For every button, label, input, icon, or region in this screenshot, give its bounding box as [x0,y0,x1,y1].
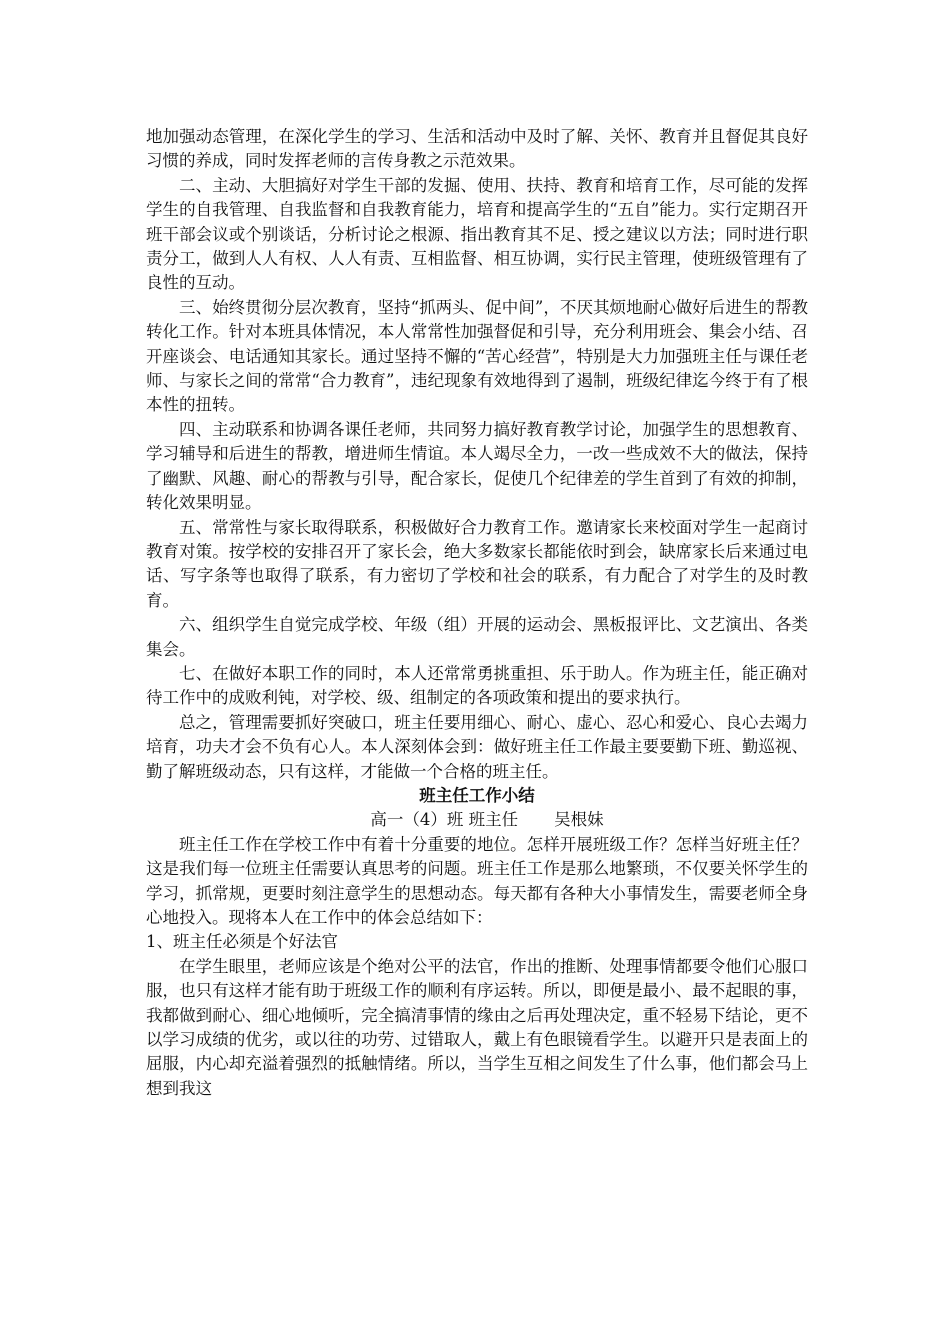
paragraph-summary: 总之，管理需要抓好突破口，班主任要用细心、耐心、虚心、忍心和爱心、良心去竭力培育，功夫才会不负有心人。本人深刻体会到：做好班主任工作最主要要勤下班、勤巡视、勤了解班级动态，只有这样，才能做一个合格的班主任。 [146,712,808,781]
paragraph-item-2: 二、主动、大胆搞好对学生干部的发掘、使用、扶持、教育和培育工作，尽可能的发挥学生的自我管理、自我监督和自我教育能力，培育和提高学生的“五自”能力。实行定期召开班干部会议或个别谈话，分析讨论之根源、指出教育其不足、授之建议以方法；同时进行职责分工，做到人人有权、人人有责、互相监督、相互协调，实行民主管理，使班级管理有了良性的互动。 [146,175,808,293]
paragraph-item-6: 六、组织学生自觉完成学校、年级（组）开展的运动会、黑板报评比、文艺演出、各类集会。 [146,615,808,659]
paragraph-item-5: 五、常常性与家长取得联系，积极做好合力教育工作。邀请家长来校面对学生一起商讨教育对策。按学校的安排召开了家长会，绝大多数家长都能依时到会，缺席家长后来通过电话、写字条等也取得了联系，有力密切了学校和社会的联系，有力配合了对学生的及时教育。 [146,517,808,610]
author-byline [146,808,808,832]
subheading-1: 1、班主任必须是个好法官 [146,932,338,952]
document-page [146,125,808,1101]
paragraph-continued: 地加强动态管理，在深化学生的学习、生活和活动中及时了解、关怀、教育并且督促其良好习惯的养成，同时发挥老师的言传身教之示范效果。 [146,127,808,171]
intro-paragraph: 班主任工作在学校工作中有着十分重要的地位。怎样开展班级工作？怎样当好班主任？这是我们每一位班主任需要认真思考的问题。班主任工作是那么地繁琐，不仅要关怀学生的学习，抓常规，更要时刻注意学生的思想动态。每天都有各种大小事情发生，需要老师全身心地投入。现将本人在工作中的体会总结如下： [146,834,808,927]
paragraph-item-3: 三、始终贯彻分层次教育，坚持“抓两头、促中间”，不厌其烦地耐心做好后进生的帮教转化工作。针对本班具体情况，本人常常性加强督促和引导，充分利用班会、集会小结、召开座谈会、电话通知其家长。通过坚持不懈的“苦心经营”，特别是大力加强班主任与课任老师、与家长之间的常常“合力教育”，违纪现象有效地得到了遏制，班级纪律迄今终于有了根本性的扭转。 [146,297,808,415]
byline-class: 高一（4）班 班主任 [370,810,519,830]
section-title: 班主任工作小结 [419,785,535,805]
byline-name: 吴根妹 [554,810,604,830]
paragraph-item-7: 七、在做好本职工作的同时，本人还常常勇挑重担、乐于助人。作为班主任，能正确对待工作中的成败利钝，对学校、级、组制定的各项政策和提出的要求执行。 [146,663,808,708]
paragraph-item-4: 四、主动联系和协调各课任老师，共同努力搞好教育教学讨论，加强学生的思想教育、学习辅导和后进生的帮教，增进师生情谊。本人竭尽全力，一改一些成效不大的做法，保持了幽默、风趣、耐心的帮教与引导，配合家长，促使几个纪律差的学生首到了有效的抑制，转化效果明显。 [146,419,808,513]
body-paragraph-1: 在学生眼里，老师应该是个绝对公平的法官，作出的推断、处理事情都要令他们心服口服，也只有这样才能有助于班级工作的顺利有序运转。所以，即便是最小、最不起眼的事，我都做到耐心、细心地倾听，完全搞清事情的缘由之后再处理决定，重不轻易下结论，更不以学习成绩的优劣，或以往的功劳、过错取人，戴上有色眼镜看学生。以避开只是表面上的屈服，内心却充溢着强烈的抵触情绪。所以，当学生互相之间发生了什么事，他们都会马上想到我这 [146,956,808,1098]
